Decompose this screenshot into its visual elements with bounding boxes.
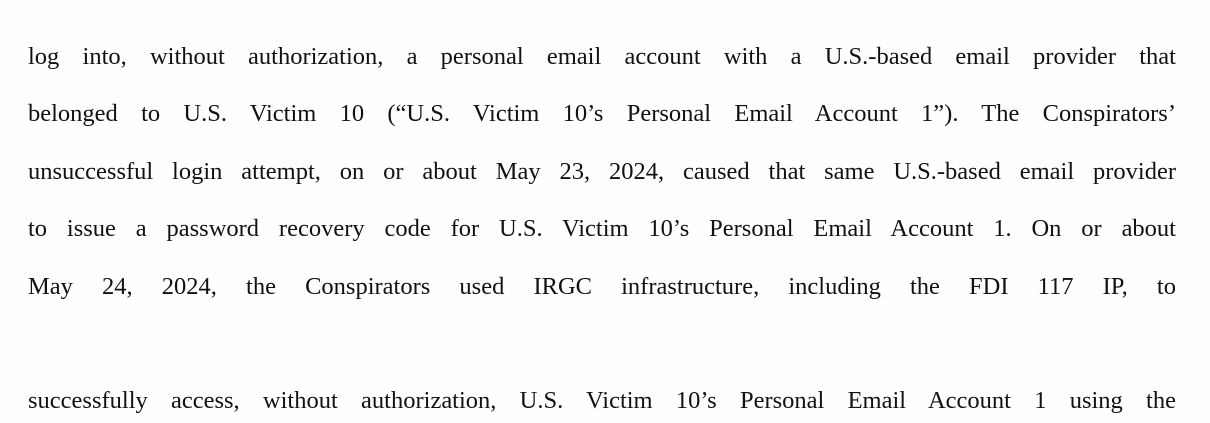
paragraph-line-5: May 24, 2024, the Conspirators used IRGC infrastructure, including the FDI 117 IP, to [28,273,1176,300]
paragraph-line-6: successfully access, without authorization, U.S. Victim 10’s Personal Email Account 1 using the [28,387,1176,414]
paragraph-line-4: to issue a password recovery code for U.S. Victim 10’s Personal Email Account 1. On or about [28,215,1176,242]
paragraph-line-1: log into, without authorization, a personal email account with a U.S.-based email provider that [28,43,1176,70]
paragraph-line-3: unsuccessful login attempt, on or about May 23, 2024, caused that same U.S.-based email provider [28,158,1176,185]
paragraph-line-2: belonged to U.S. Victim 10 (“U.S. Victim 10’s Personal Email Account 1”). The Conspirators’ [28,100,1176,127]
